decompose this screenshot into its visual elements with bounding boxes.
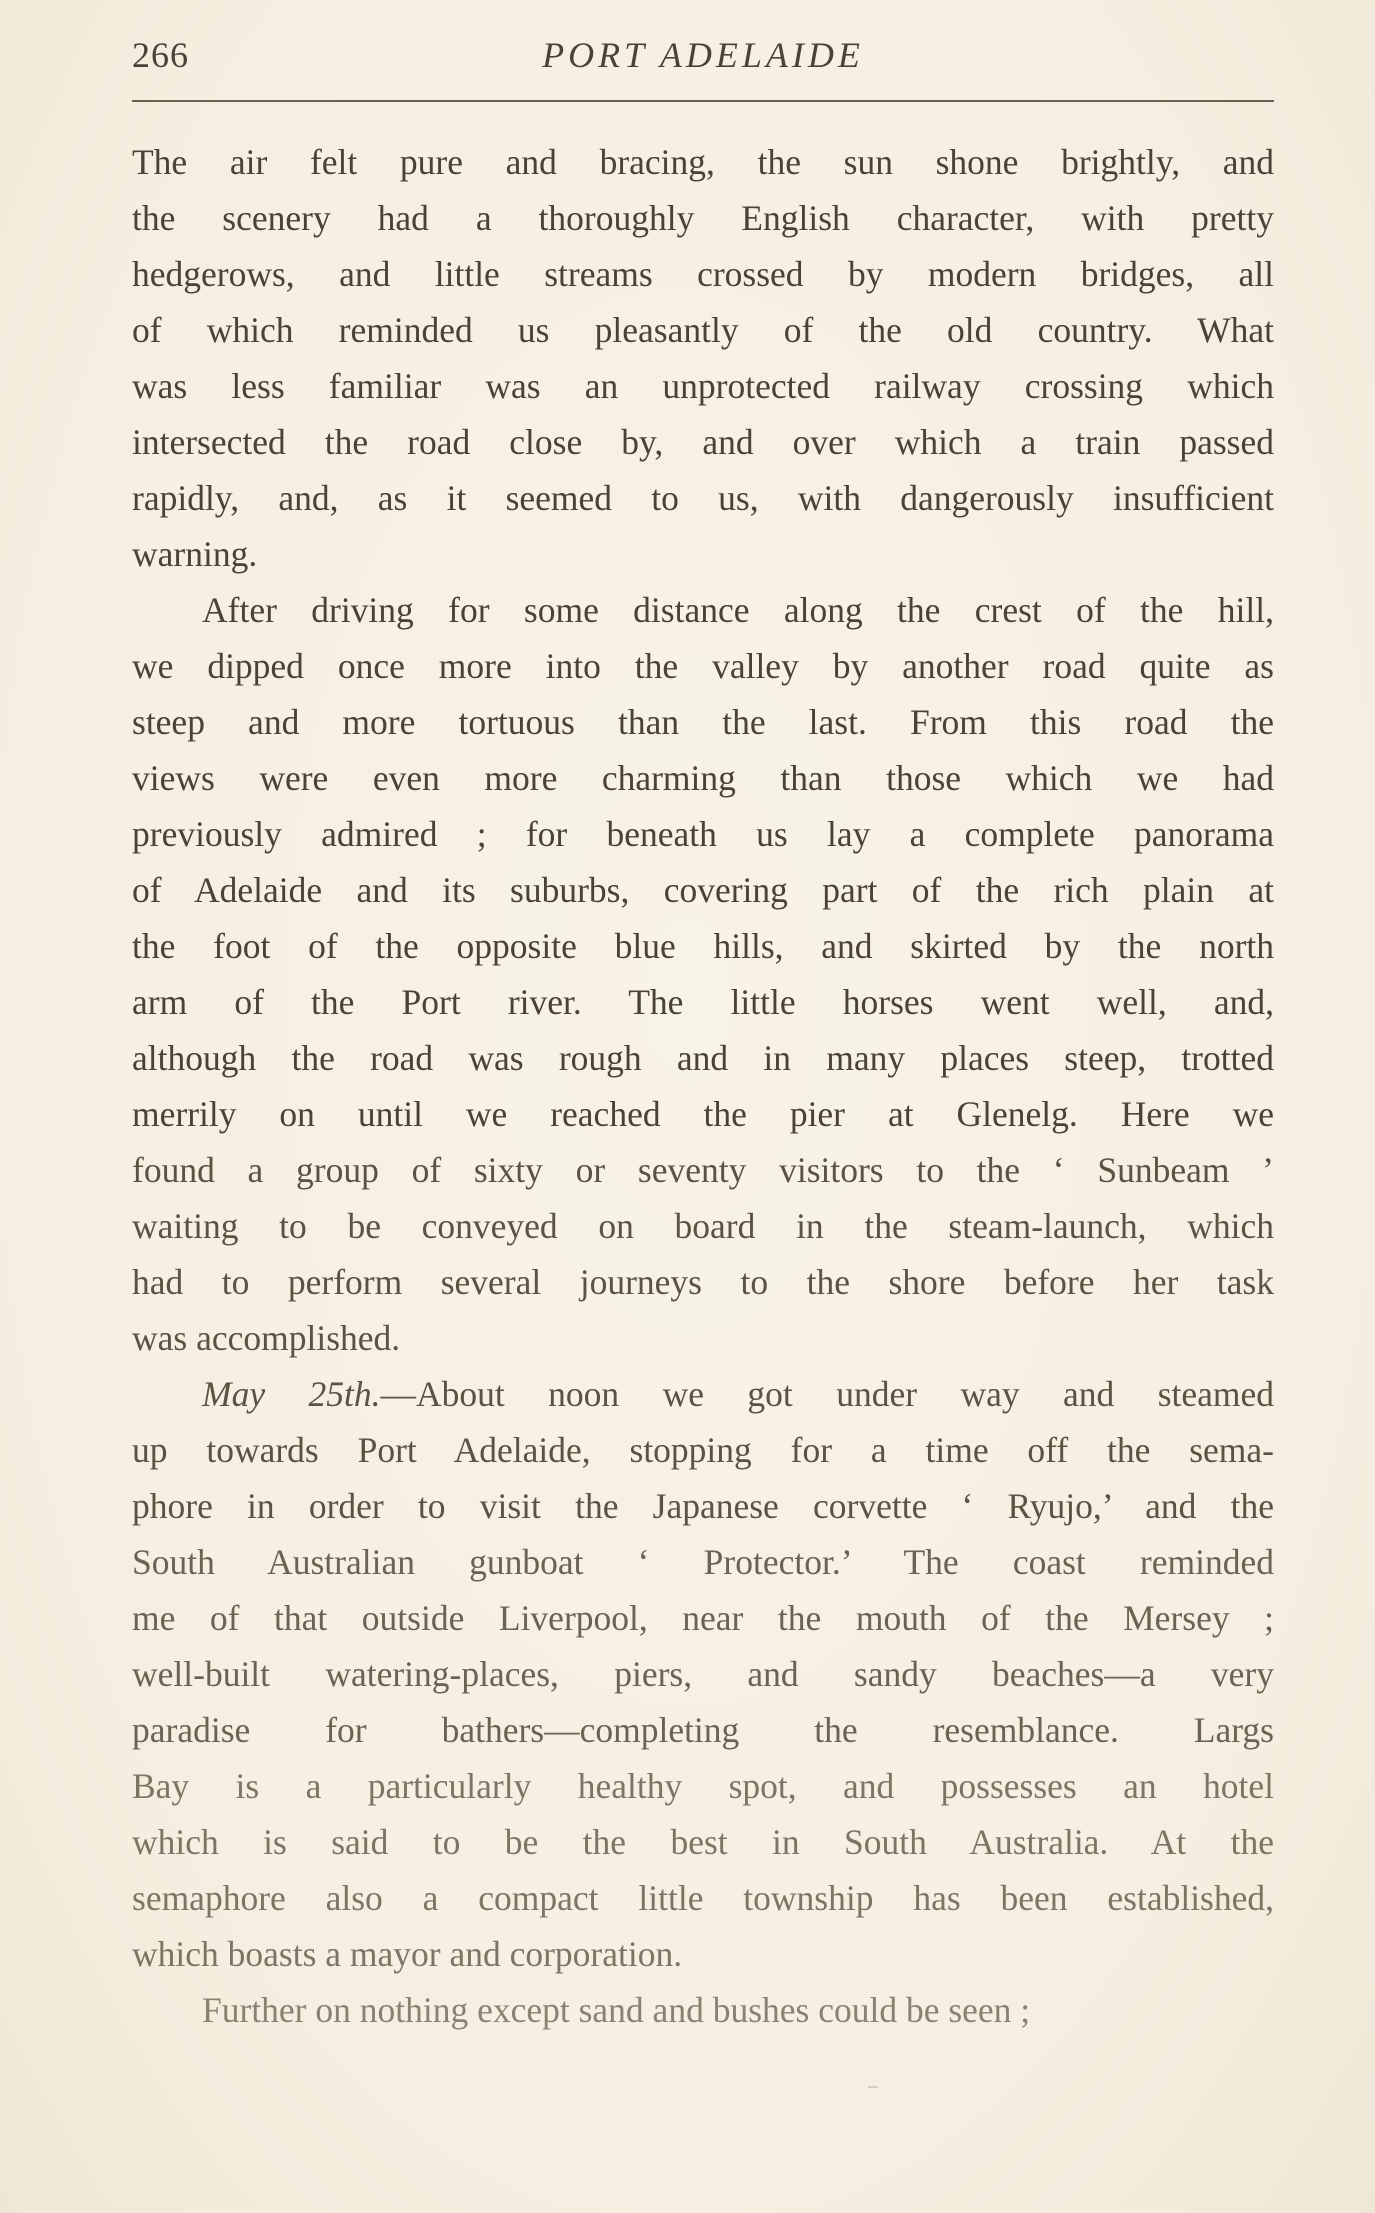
text-line: had to perform several journeys to the shore before her task [132,1262,1274,1302]
text-line: which boasts a mayor and corporation. [132,1934,683,1974]
text-line: of which reminded us pleasantly of the old country. What [132,310,1274,350]
text-line: me of that outside Liverpool, near the mouth of the Mersey ; [132,1598,1274,1638]
diary-date: May 25th. [202,1374,381,1414]
paper-speck [868,2086,878,2088]
text-line: After driving for some distance along the crest of the hill, [202,590,1274,630]
text-line: intersected the road close by, and over which a train passed [132,422,1274,462]
text-line: the foot of the opposite blue hills, and skirted by the north [132,926,1274,966]
text-line: which is said to be the best in South Australia. At the [132,1822,1274,1862]
page-number: 266 [132,35,189,75]
text-line: although the road was rough and in many places steep, trotted [132,1038,1274,1078]
text-line: waiting to be conveyed on board in the steam-launch, which [132,1206,1274,1246]
text-line: rapidly, and, as it seemed to us, with dangerously insufficient [132,478,1274,518]
text-line: semaphore also a compact little township has been established, [132,1878,1274,1918]
text-line: views were even more charming than those which we had [132,758,1274,798]
text-line: merrily on until we reached the pier at Glenelg. Here we [132,1094,1274,1134]
text-line: up towards Port Adelaide, stopping for a time off the sema- [132,1430,1274,1470]
text-line: was accomplished. [132,1318,401,1358]
text-line: steep and more tortuous than the last. From this road the [132,702,1274,742]
header-rule [132,100,1274,102]
text-line: South Australian gunboat ‘ Protector.’ The coast reminded [132,1542,1274,1582]
text-line: was less familiar was an unprotected railway crossing which [132,366,1274,406]
body-text [132,134,1274,2038]
text-line: previously admired ; for beneath us lay a complete panorama [132,814,1274,854]
text-line: well-built watering-places, piers, and sandy beaches—a very [132,1654,1274,1694]
text-line: Bay is a particularly healthy spot, and possesses an hotel [132,1766,1274,1806]
text-line: of Adelaide and its suburbs, covering part of the rich plain at [132,870,1274,910]
text-line: warning. [132,534,258,574]
running-title: PORT ADELAIDE [542,35,864,75]
text-line: hedgerows, and little streams crossed by modern bridges, all [132,254,1274,294]
text-line: we dipped once more into the valley by another road quite as [132,646,1274,686]
text-line: paradise for bathers—completing the resemblance. Largs [132,1710,1274,1750]
text-line: found a group of sixty or seventy visitors to the ‘ Sunbeam ’ [132,1150,1274,1190]
text-line: The air felt pure and bracing, the sun shone brightly, and [132,142,1274,182]
text-line: phore in order to visit the Japanese corvette ‘ Ryujo,’ and the [132,1486,1274,1526]
text-line: arm of the Port river. The little horses went well, and, [132,982,1274,1022]
text-line [132,1366,1274,1422]
text-line: the scenery had a thoroughly English character, with pretty [132,198,1274,238]
text-line: Further on nothing except sand and bushes could be seen ; [202,1990,1031,2030]
date-line-text: —About noon we got under way and steamed [380,1374,1274,1414]
page-header [132,34,1274,84]
